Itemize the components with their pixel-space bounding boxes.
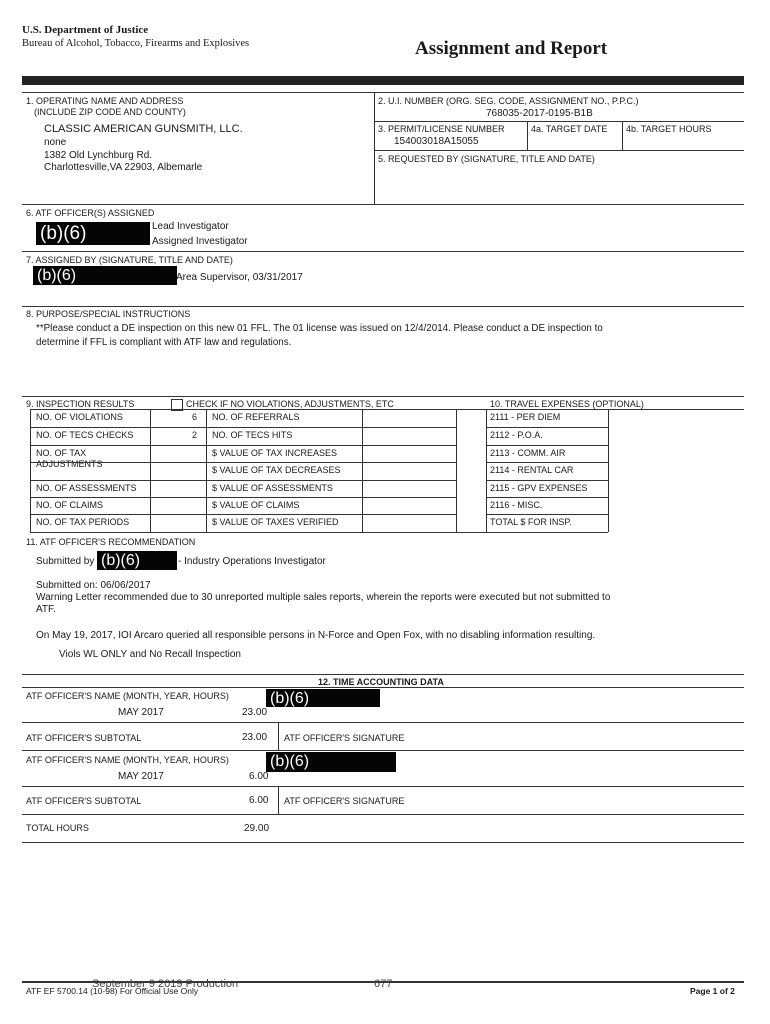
section11-label: 11. ATF OFFICER'S RECOMMENDATION — [26, 537, 196, 547]
redaction-box: (b)(6) — [266, 689, 380, 707]
page-indicator: Page 1 of 2 — [690, 986, 735, 996]
divider — [22, 251, 744, 252]
divider — [206, 427, 456, 428]
subtotal-label: ATF OFFICER'S SUBTOTAL — [26, 733, 142, 743]
divider — [486, 409, 487, 532]
divider — [486, 445, 608, 446]
officer-name-label: ATF OFFICER'S NAME (MONTH, YEAR, HOURS) — [26, 691, 229, 701]
time-month: MAY 2017 — [118, 771, 164, 782]
table-row-label: 2111 - PER DIEM — [490, 412, 561, 422]
table-row-label: 2112 - P.O.A. — [490, 430, 543, 440]
submitted-by-title: - Industry Operations Investigator — [178, 556, 326, 567]
divider — [22, 786, 744, 787]
section5-label: 5. REQUESTED BY (SIGNATURE, TITLE AND DATE) — [378, 154, 595, 164]
operating-name: CLASSIC AMERICAN GUNSMITH, LLC. — [44, 123, 243, 135]
recommendation-para3: Viols WL ONLY and No Recall Inspection — [59, 649, 241, 660]
divider — [206, 445, 456, 446]
divider — [22, 306, 744, 307]
divider — [22, 674, 744, 675]
officer-name-label: ATF OFFICER'S NAME (MONTH, YEAR, HOURS) — [26, 755, 229, 765]
total-hours-value: 29.00 — [244, 823, 270, 834]
divider — [278, 722, 279, 750]
section4a-label: 4a. TARGET DATE — [531, 124, 608, 134]
submitted-by-prefix: Submitted by — [36, 556, 95, 567]
divider — [30, 409, 31, 532]
warning-line2: ATF. — [36, 604, 56, 615]
divider — [30, 480, 206, 481]
subtotal-value: 6.00 — [249, 795, 269, 806]
divider — [374, 121, 744, 122]
divider — [608, 409, 609, 532]
signature-label: ATF OFFICER'S SIGNATURE — [284, 796, 405, 806]
street-address: 1382 Old Lynchburg Rd. — [44, 150, 153, 161]
section7-label: 7. ASSIGNED BY (SIGNATURE, TITLE AND DATE) — [26, 255, 233, 265]
assigned-by-value: Area Supervisor, 03/31/2017 — [176, 272, 303, 283]
table-row-label: 2114 - RENTAL CAR — [490, 465, 574, 475]
table-row-label: NO. OF TAX PERIODS — [36, 517, 130, 527]
time-hours: 6.00 — [249, 771, 269, 782]
form-title: Assignment and Report — [415, 38, 608, 59]
divider — [527, 121, 528, 150]
time-hours: 23.00 — [242, 707, 268, 718]
table-row-value: 2 — [192, 430, 198, 440]
divider — [486, 480, 608, 481]
divider — [206, 532, 456, 533]
table-row-label: NO. OF VIOLATIONS — [36, 412, 123, 422]
section6-label: 6. ATF OFFICER(S) ASSIGNED — [26, 208, 155, 218]
redaction-box: (b)(6) — [97, 551, 177, 570]
section2-label: 2. U.I. NUMBER (ORG. SEG. CODE, ASSIGNMENT NO., P.P.C.) — [378, 96, 639, 106]
divider — [206, 462, 456, 463]
production-stamp: September 9 2019 Production — [92, 978, 239, 990]
table-row-label: 2116 - MISC. — [490, 500, 543, 510]
department-name: U.S. Department of Justice — [22, 24, 149, 36]
divider — [278, 786, 279, 814]
redaction-box: (b)(6) — [36, 222, 150, 245]
section8-label: 8. PURPOSE/SPECIAL INSTRUCTIONS — [26, 309, 191, 319]
table-row-label: NO. OF TECS CHECKS — [36, 430, 134, 440]
section1-sublabel: (INCLUDE ZIP CODE AND COUNTY) — [34, 107, 186, 117]
section4b-label: 4b. TARGET HOURS — [626, 124, 712, 134]
divider — [150, 409, 151, 532]
check-label: CHECK IF NO VIOLATIONS, ADJUSTMENTS, ETC — [186, 399, 394, 409]
table-row-label: NO. OF REFERRALS — [212, 412, 300, 422]
section10-label: 10. TRAVEL EXPENSES (OPTIONAL) — [490, 399, 644, 409]
table-row-label: NO. OF TAX ADJUSTMENTS — [36, 448, 103, 469]
divider — [22, 722, 744, 723]
divider — [206, 514, 456, 515]
section1-label: 1. OPERATING NAME AND ADDRESS — [26, 96, 184, 106]
total-hours-label: TOTAL HOURS — [26, 823, 89, 833]
divider — [22, 687, 744, 688]
divider — [22, 396, 744, 397]
form-number: ATF EF 5700.14 (10-98) For Official Use Only — [26, 986, 199, 996]
divider — [30, 462, 206, 463]
divider — [486, 532, 608, 533]
divider — [486, 427, 608, 428]
divider — [22, 750, 744, 751]
address-line2: none — [44, 137, 67, 148]
divider — [22, 204, 744, 205]
time-month: MAY 2017 — [118, 707, 164, 718]
divider — [30, 514, 206, 515]
divider — [486, 497, 608, 498]
divider — [206, 480, 456, 481]
divider — [30, 497, 206, 498]
license-number: 154003018A15055 — [394, 136, 479, 147]
instructions-line1: **Please conduct a DE inspection on this new 01 FFL. The 01 license was issued on 12/4/2014. Please conduct a DE inspection to — [36, 323, 603, 334]
table-row-label: $ VALUE OF CLAIMS — [212, 500, 300, 510]
divider — [622, 121, 623, 150]
table-row-label: 2115 - GPV EXPENSES — [490, 483, 588, 493]
recommendation-para2: On May 19, 2017, IOI Arcaro queried all responsible persons in N-Force and Open Fox, with no disabling information resulting. — [36, 630, 596, 641]
redaction-box: (b)(6) — [266, 752, 396, 772]
divider — [206, 409, 207, 532]
table-row-label: $ VALUE OF TAXES VERIFIED — [212, 517, 339, 527]
divider — [206, 497, 456, 498]
table-row-label: $ VALUE OF ASSESSMENTS — [212, 483, 333, 493]
divider — [486, 462, 608, 463]
section12-label: 12. TIME ACCOUNTING DATA — [318, 677, 444, 687]
page-number-stamp: 677 — [374, 978, 393, 990]
signature-label: ATF OFFICER'S SIGNATURE — [284, 733, 405, 743]
header-rule — [22, 76, 744, 85]
section3-label: 3. PERMIT/LICENSE NUMBER — [378, 124, 505, 134]
warning-line1: Warning Letter recommended due to 30 unreported multiple sales reports, wherein the reports were executed but not submitted to — [36, 592, 611, 603]
table-row-label: NO. OF TECS HITS — [212, 430, 293, 440]
divider — [22, 814, 744, 815]
city-state-zip: Charlottesville,VA 22903, Albemarle — [44, 162, 203, 173]
table-row-label: TOTAL $ FOR INSP. — [490, 517, 572, 527]
instructions-line2: determine if FFL is compliant with ATF law and regulations. — [36, 337, 292, 348]
table-row-label: NO. OF CLAIMS — [36, 500, 104, 510]
ui-number: 768035-2017-0195-B1B — [486, 108, 593, 119]
divider — [30, 427, 206, 428]
divider — [486, 514, 608, 515]
divider — [362, 409, 363, 532]
divider — [22, 842, 744, 843]
divider — [30, 409, 744, 410]
divider — [374, 92, 375, 204]
divider — [374, 150, 744, 151]
subtotal-value: 23.00 — [242, 732, 268, 743]
subtotal-label: ATF OFFICER'S SUBTOTAL — [26, 796, 142, 806]
divider — [22, 92, 744, 93]
lead-investigator-label: Lead Investigator — [152, 221, 229, 232]
table-row-label: NO. OF ASSESSMENTS — [36, 483, 137, 493]
assigned-investigator-label: Assigned Investigator — [152, 236, 248, 247]
redaction-box: (b)(6) — [33, 266, 177, 285]
bureau-name: Bureau of Alcohol, Tobacco, Firearms and Explosives — [22, 38, 250, 49]
section9-label: 9. INSPECTION RESULTS — [26, 399, 135, 409]
table-row-value: 6 — [192, 412, 198, 422]
divider — [456, 409, 457, 532]
table-row-label: $ VALUE OF TAX DECREASES — [212, 465, 341, 475]
table-row-label: 2113 - COMM. AIR — [490, 448, 566, 458]
divider — [30, 445, 206, 446]
submitted-on: Submitted on: 06/06/2017 — [36, 580, 151, 591]
table-row-label: $ VALUE OF TAX INCREASES — [212, 448, 338, 458]
